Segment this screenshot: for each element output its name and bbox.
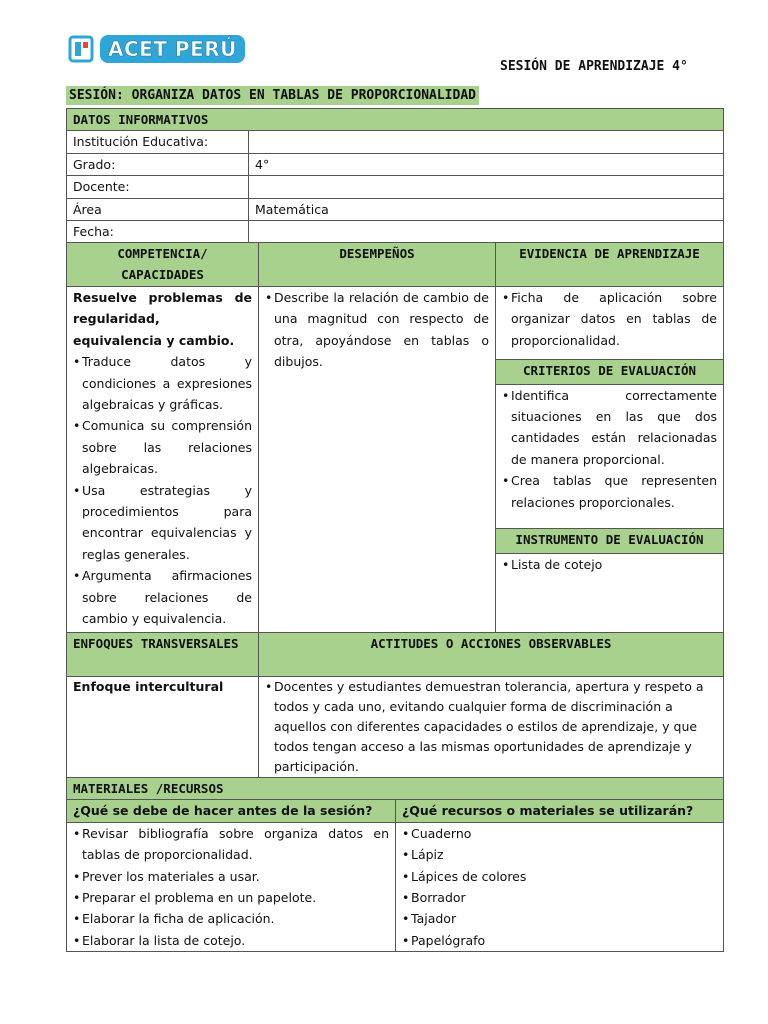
list-item: • Cuaderno [402,823,717,844]
competencia-table [66,242,724,633]
logo-mark-icon [68,34,96,64]
recursos-list [402,823,717,951]
datos-row [67,176,724,198]
actitudes-cell [259,677,724,778]
criterios-heading: CRITERIOS DE EVALUACIÓN [496,359,724,384]
capacidades-cell [67,287,259,633]
list-item: • Describe la relación de cambio de una magnitud con respecto de otra, apoyándose en tablas o dibujos. [265,287,489,373]
datos-value [249,221,724,243]
datos-value: Matemática [249,198,724,220]
enfoques-heading: ENFOQUES TRANSVERSALES [67,633,259,677]
desempenos-heading: DESEMPEÑOS [259,243,496,287]
list-item: • Identifica correctamente situaciones en las que dos cantidades están relacionadas de manera proporcional. [502,385,717,471]
list-item: • Comunica su comprensión sobre las relaciones algebraicas. [73,415,252,479]
list-item: • Argumenta afirmaciones sobre relaciones de cambio y equivalencia. [73,565,252,629]
desempenos-list [265,287,489,373]
criterios-list [502,385,717,513]
datos-informativos-table [66,108,724,243]
datos-label: Institución Educativa: [67,131,249,153]
datos-row [67,198,724,220]
list-item: • Papelógrafo [402,930,717,951]
list-item: • Lista de cotejo [502,554,717,575]
list-item: • Tajador [402,908,717,929]
list-item: • Preparar el problema en un papelote. [73,887,389,908]
enfoques-table [66,632,724,778]
instrumento-list [502,554,717,575]
evidencia-list [502,287,717,351]
materiales-heading: MATERIALES /RECURSOS [67,778,724,800]
recursos-cell [396,822,724,951]
list-item: • Prever los materiales a usar. [73,866,389,887]
datos-row [67,221,724,243]
list-item: • Revisar bibliografía sobre organiza datos en tablas de proporcionalidad. [73,823,389,866]
actitudes-list [265,677,717,777]
list-item: • Ficha de aplicación sobre organizar datos en tablas de proporcionalidad. [502,287,717,351]
antes-heading: ¿Qué se debe de hacer antes de la sesión? [67,800,396,822]
list-item: • Docentes y estudiantes demuestran tolerancia, apertura y respeto a todos y cada uno, evitando cualquier forma de discriminación a aquellos con diferentes capacidades o estilos de aprendizaje, y que todos tengan acceso a las mismas oportunidades de aprendizaje y participación. [265,677,717,777]
datos-value [249,131,724,153]
recursos-heading: ¿Qué recursos o materiales se utilizarán? [396,800,724,822]
instrumento-cell [496,554,724,633]
datos-value [249,176,724,198]
list-item: • Elaborar la lista de cotejo. [73,930,389,951]
evidencia-cell [496,287,724,360]
list-item: • Lápices de colores [402,866,717,887]
datos-label: Docente: [67,176,249,198]
enfoque-name: Enfoque intercultural [67,677,259,778]
antes-cell [67,822,396,951]
criterios-cell [496,384,724,528]
datos-label: Área [67,198,249,220]
list-item: • Borrador [402,887,717,908]
competencia-heading: COMPETENCIA/ CAPACIDADES [67,243,259,287]
desempenos-cell [259,287,496,633]
list-item: • Lápiz [402,844,717,865]
evidencia-heading: EVIDENCIA DE APRENDIZAJE [496,243,724,287]
list-item: • Elaborar la ficha de aplicación. [73,908,389,929]
datos-label: Fecha: [67,221,249,243]
list-item: • Usa estrategias y procedimientos para encontrar equivalencias y reglas generales. [73,480,252,566]
actitudes-heading: ACTITUDES O ACCIONES OBSERVABLES [259,633,724,677]
list-item: • Crea tablas que representen relaciones proporcionales. [502,470,717,513]
datos-row [67,131,724,153]
instrumento-heading: INSTRUMENTO DE EVALUACIÓN [496,528,724,553]
materiales-table [66,777,724,952]
datos-row [67,153,724,175]
session-title: SESIÓN: ORGANIZA DATOS EN TABLAS DE PROPORCIONALIDAD [66,86,479,105]
datos-label: Grado: [67,153,249,175]
logo-text: ACET PERÚ [100,35,245,63]
capacidades-list [73,351,252,629]
antes-list [73,823,389,951]
competencia-title: Resuelve problemas de regularidad, equivalencia y cambio. [73,290,252,348]
list-item: • Traduce datos y condiciones a expresiones algebraicas y gráficas. [73,351,252,415]
datos-heading: DATOS INFORMATIVOS [67,109,724,131]
logo [68,32,245,66]
session-label: SESIÓN DE APRENDIZAJE 4° [500,59,688,74]
datos-value: 4° [249,153,724,175]
